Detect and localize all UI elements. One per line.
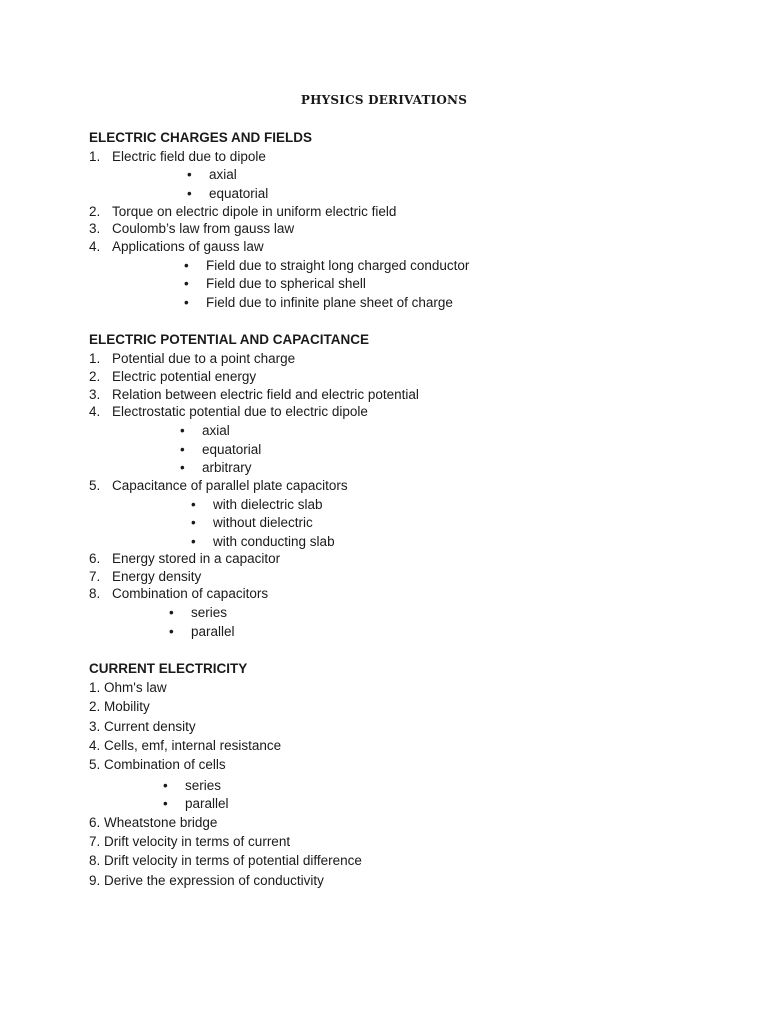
bullet-icon: • — [187, 186, 192, 201]
sub-item-text: axial — [202, 423, 230, 438]
section-heading: ELECTRIC POTENTIAL AND CAPACITANCE — [89, 332, 369, 347]
item-number: 2. — [89, 204, 101, 219]
list-item — [89, 203, 396, 221]
item-number: 5. — [89, 757, 101, 772]
sub-item — [180, 441, 261, 459]
item-number: 8. — [89, 853, 101, 868]
list-item — [89, 238, 264, 256]
item-text: Torque on electric dipole in uniform electric field — [112, 204, 397, 219]
list-item — [89, 833, 290, 851]
list-item — [89, 403, 368, 421]
list-item — [89, 718, 196, 736]
bullet-icon: • — [163, 796, 168, 811]
bullet-icon: • — [184, 295, 189, 310]
bullet-icon: • — [184, 258, 189, 273]
sub-item — [180, 422, 230, 440]
bullet-icon: • — [180, 423, 185, 438]
sub-item-text: axial — [209, 167, 237, 182]
bullet-icon: • — [191, 497, 196, 512]
bullet-icon: • — [169, 605, 174, 620]
item-text: Potential due to a point charge — [112, 351, 296, 366]
item-number: 1. — [89, 680, 101, 695]
section-heading: ELECTRIC CHARGES AND FIELDS — [89, 130, 313, 145]
list-item — [89, 737, 281, 755]
item-text: Coulomb’s law from gauss law — [112, 221, 295, 236]
item-number: 4. — [89, 738, 101, 753]
item-text: Capacitance of parallel plate capacitors — [112, 478, 348, 493]
item-text: Electrostatic potential due to electric dipole — [112, 404, 368, 419]
item-number: 4. — [89, 239, 101, 254]
item-number: 6. — [89, 551, 101, 566]
sub-item — [187, 166, 237, 184]
list-item — [89, 679, 167, 697]
list-item — [89, 550, 280, 568]
bullet-icon: • — [169, 624, 174, 639]
sub-item-text: arbitrary — [202, 460, 252, 475]
sub-item-text: series — [191, 605, 228, 620]
list-item — [89, 350, 295, 368]
sub-item — [184, 275, 366, 293]
item-text: Ohm's law — [104, 680, 167, 695]
item-text: Electric field due to dipole — [112, 149, 266, 164]
item-text: Combination of cells — [104, 757, 226, 772]
item-text: Current density — [104, 719, 196, 734]
item-number: 7. — [89, 569, 101, 584]
list-item — [89, 386, 419, 404]
bullet-icon: • — [187, 167, 192, 182]
item-text: Applications of gauss law — [112, 239, 264, 254]
item-text: Energy stored in a capacitor — [112, 551, 281, 566]
sub-item-text: equatorial — [202, 442, 262, 457]
bullet-icon: • — [163, 778, 168, 793]
item-number: 2. — [89, 699, 101, 714]
item-text: Relation between electric field and electric potential — [112, 387, 419, 402]
list-item — [89, 852, 362, 870]
item-text: Drift velocity in terms of potential difference — [104, 853, 362, 868]
item-number: 7. — [89, 834, 101, 849]
sub-item — [184, 257, 469, 275]
item-number: 3. — [89, 387, 101, 402]
list-item — [89, 148, 266, 166]
sub-item-text: Field due to straight long charged conductor — [206, 258, 470, 273]
list-item — [89, 477, 348, 495]
list-item — [89, 220, 294, 238]
item-number: 3. — [89, 221, 101, 236]
sub-item-text: Field due to infinite plane sheet of charge — [206, 295, 453, 310]
item-number: 5. — [89, 478, 101, 493]
sub-item-text: with dielectric slab — [213, 497, 323, 512]
sub-item-text: with conducting slab — [213, 534, 335, 549]
list-item — [89, 872, 324, 890]
item-text: Drift velocity in terms of current — [104, 834, 291, 849]
list-item — [89, 368, 256, 386]
sub-item — [169, 623, 235, 641]
list-item — [89, 698, 150, 716]
document-title: PHYSICS DERIVATIONS — [300, 93, 468, 107]
item-number: 3. — [89, 719, 101, 734]
item-number: 1. — [89, 351, 101, 366]
sub-item-text: parallel — [191, 624, 235, 639]
sub-item-text: without dielectric — [213, 515, 313, 530]
sub-item-text: parallel — [185, 796, 229, 811]
sub-item — [180, 459, 252, 477]
item-number: 9. — [89, 873, 101, 888]
bullet-icon: • — [184, 276, 189, 291]
sub-item — [169, 604, 227, 622]
bullet-icon: • — [191, 534, 196, 549]
sub-item-text: series — [185, 778, 222, 793]
sub-item — [163, 795, 229, 813]
bullet-icon: • — [191, 515, 196, 530]
item-text: Cells, emf, internal resistance — [104, 738, 282, 753]
item-text: Combination of capacitors — [112, 586, 269, 601]
list-item — [89, 568, 201, 586]
list-item — [89, 585, 268, 603]
sub-item — [191, 496, 323, 514]
bullet-icon: • — [180, 442, 185, 457]
item-number: 2. — [89, 369, 101, 384]
sub-item-text: equatorial — [209, 186, 269, 201]
list-item — [89, 756, 226, 774]
item-text: Derive the expression of conductivity — [104, 873, 324, 888]
item-text: Mobility — [104, 699, 150, 714]
sub-item — [187, 185, 268, 203]
item-number: 8. — [89, 586, 101, 601]
item-text: Wheatstone bridge — [104, 815, 218, 830]
item-text: Electric potential energy — [112, 369, 257, 384]
sub-item — [163, 777, 221, 795]
item-number: 4. — [89, 404, 101, 419]
bullet-icon: • — [180, 460, 185, 475]
sub-item — [184, 294, 453, 312]
sub-item-text: Field due to spherical shell — [206, 276, 366, 291]
section-heading: CURRENT ELECTRICITY — [89, 661, 248, 676]
item-number: 1. — [89, 149, 101, 164]
list-item — [89, 814, 217, 832]
sub-item — [191, 514, 313, 532]
sub-item — [191, 533, 335, 551]
item-number: 6. — [89, 815, 101, 830]
item-text: Energy density — [112, 569, 202, 584]
